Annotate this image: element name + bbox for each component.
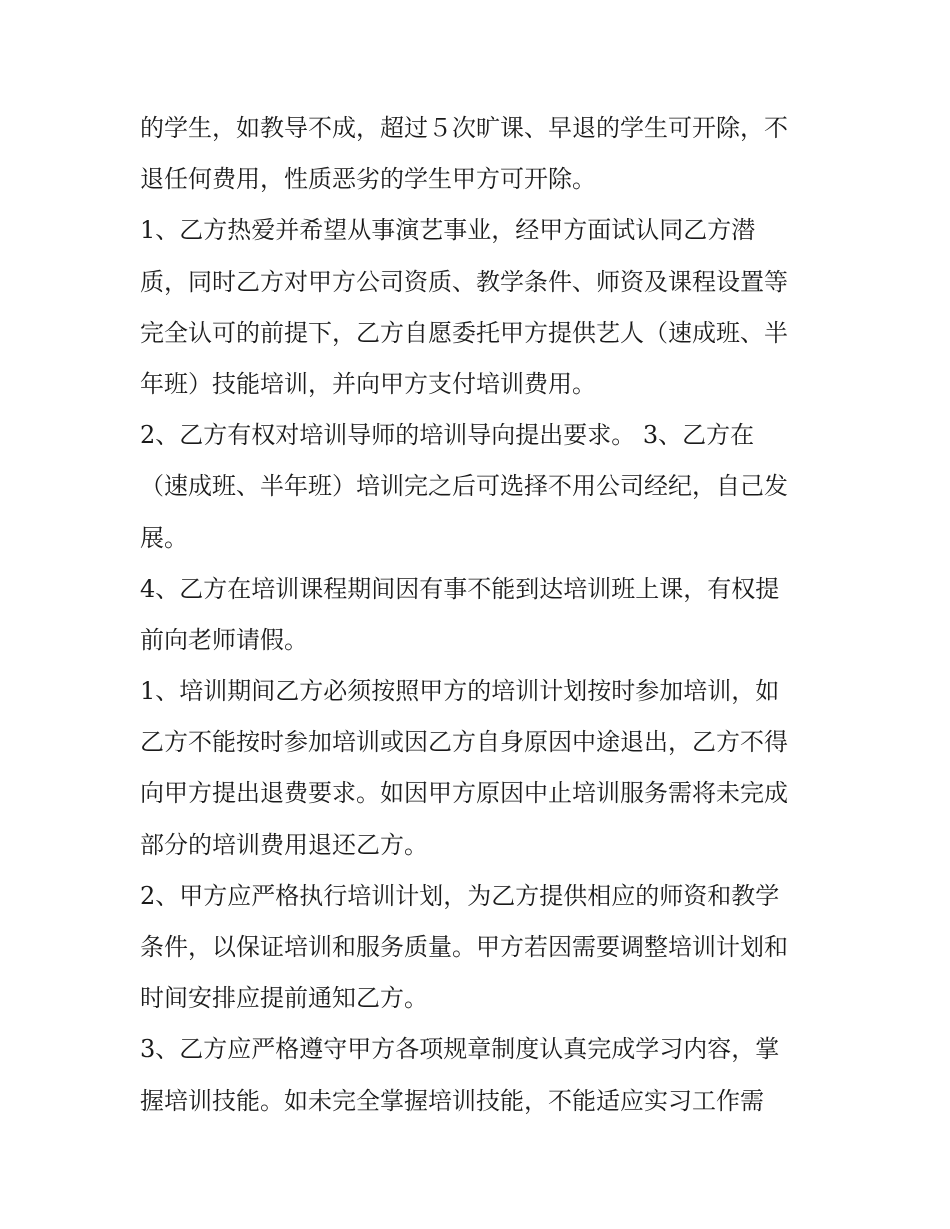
- text-line: 条件，以保证培训和服务质量。甲方若因需要调整培训计划和: [140, 933, 788, 961]
- text-line: 质，同时乙方对甲方公司资质、教学条件、师资及课程设置等: [140, 267, 788, 296]
- document-body: [140, 103, 820, 1127]
- text-line: 年班）技能培训，并向甲方支付培训费用。: [140, 369, 596, 398]
- text-line: 部分的培训费用退还乙方。: [140, 830, 428, 859]
- text-line: 前向老师请假。: [140, 625, 308, 654]
- text-line: 2、甲方应严格执行培训计划，为乙方提供相应的师资和教学: [140, 881, 780, 910]
- text-line: 4、乙方在培训课程期间因有事不能到达培训班上课，有权提: [140, 574, 780, 603]
- text-line: 乙方不能按时参加培训或因乙方自身原因中途退出，乙方不得: [140, 728, 788, 757]
- text-line: （速成班、半年班）培训完之后可选择不用公司经纪，自己发: [140, 472, 788, 501]
- text-line: 向甲方提出退费要求。如因甲方原因中止培训服务需将未完成: [140, 779, 788, 808]
- text-line: 2、乙方有权对培训导师的培训导向提出要求。 3、乙方在: [140, 421, 755, 450]
- text-line: 1、乙方热爱并希望从事演艺事业，经甲方面试认同乙方潜: [140, 216, 756, 245]
- text-line: 时间安排应提前通知乙方。: [140, 984, 428, 1013]
- text-line: 1、培训期间乙方必须按照甲方的培训计划按时参加培训，如: [140, 677, 780, 706]
- text-line: 退任何费用，性质恶劣的学生甲方可开除。: [140, 165, 596, 194]
- text-line: 握培训技能。如未完全掌握培训技能，不能适应实习工作需: [140, 1086, 764, 1115]
- text-line: 展。: [140, 523, 188, 552]
- text-line: 的学生，如教导不成，超过５次旷课、早退的学生可开除，不: [140, 114, 788, 142]
- text-line: 3、乙方应严格遵守甲方各项规章制度认真完成学习内容，掌: [140, 1035, 780, 1064]
- text-line: 完全认可的前提下，乙方自愿委托甲方提供艺人（速成班、半: [140, 318, 788, 347]
